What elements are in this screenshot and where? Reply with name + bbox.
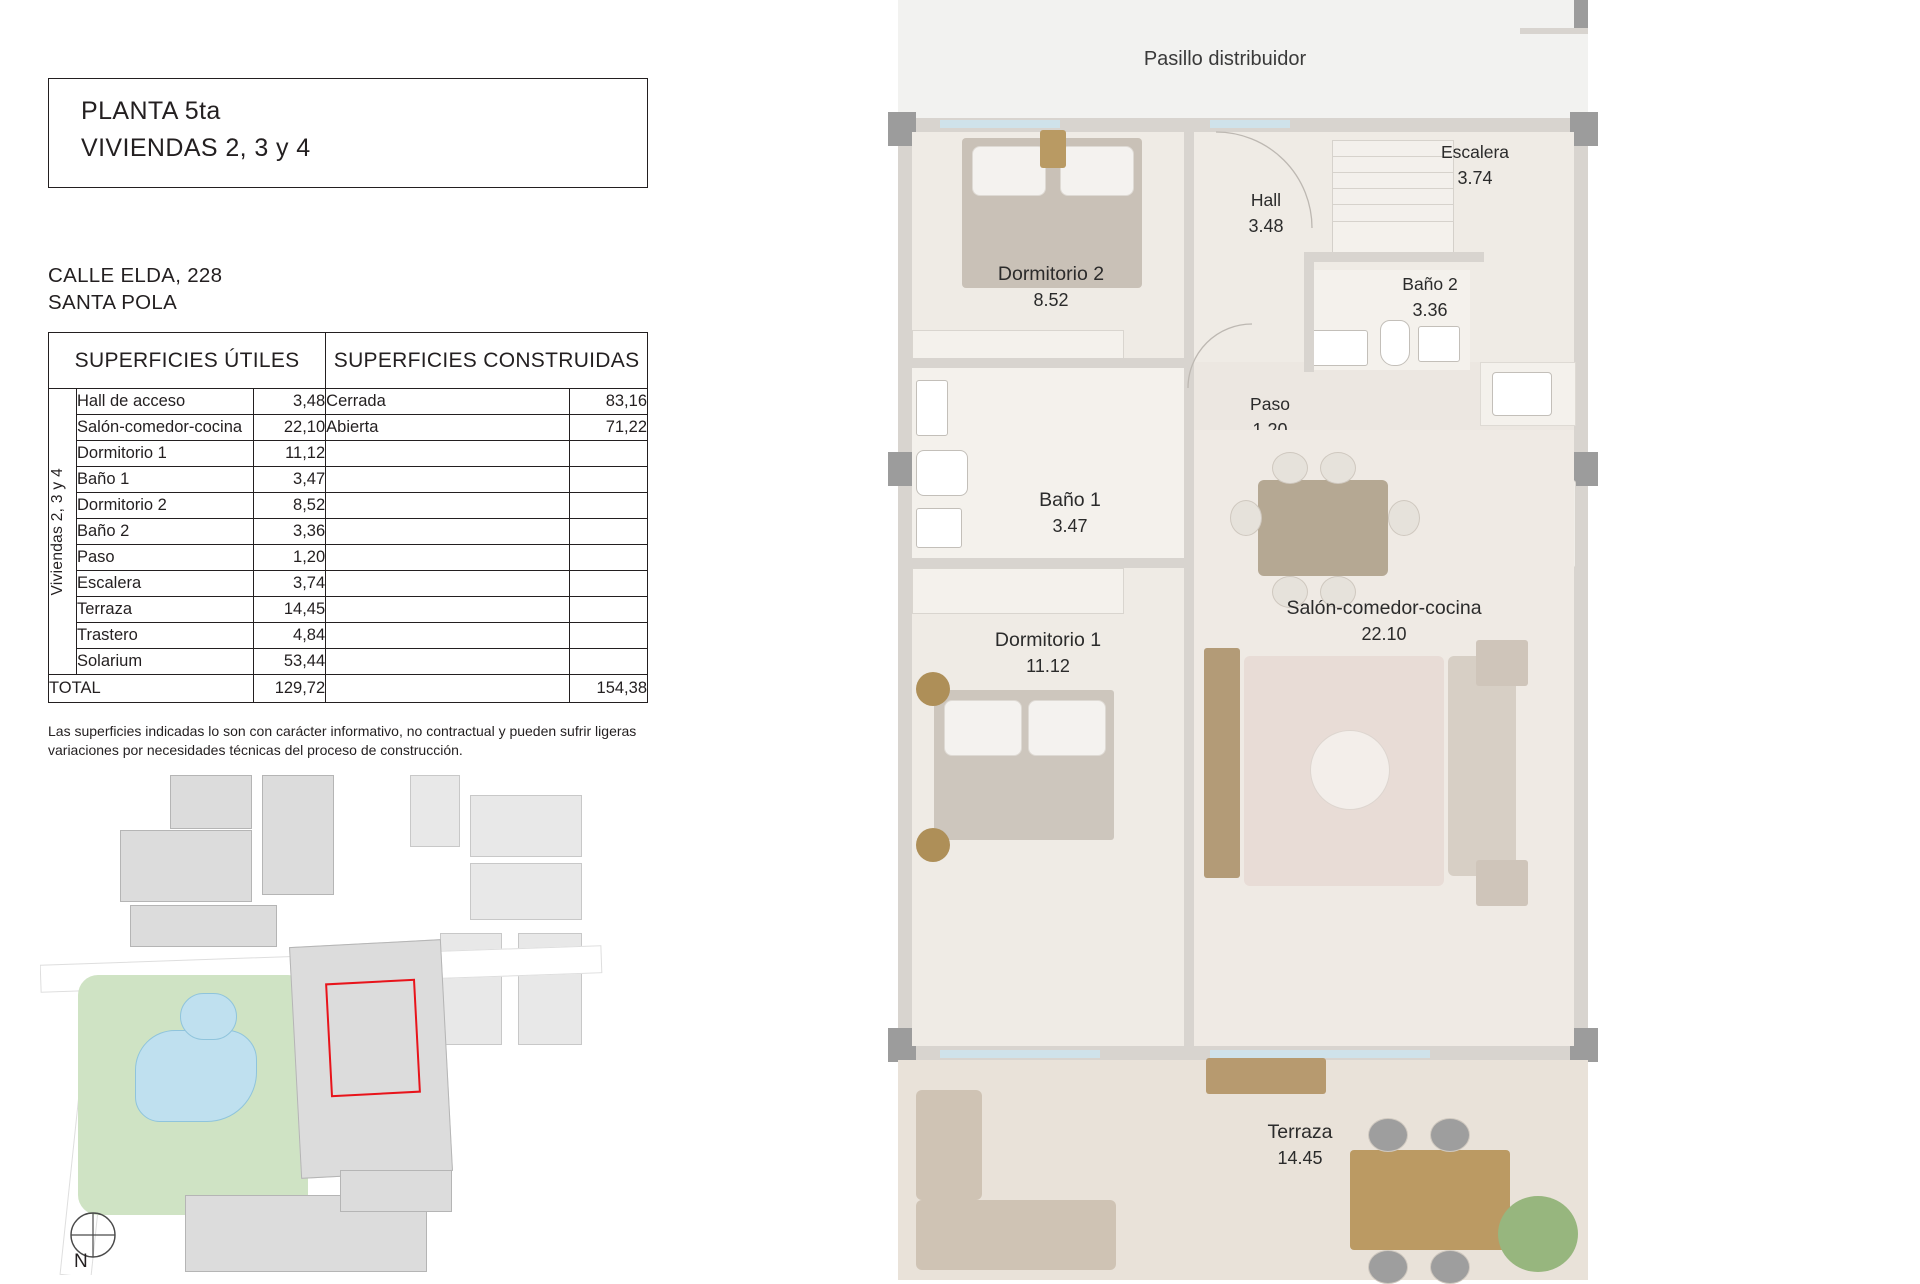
cushion <box>1476 640 1528 686</box>
pillow <box>944 700 1022 756</box>
room-area: 3.36 <box>1412 300 1448 320</box>
site-plan <box>40 775 610 1275</box>
wall-interior <box>1184 548 1194 1048</box>
terrace-chair <box>1430 1118 1470 1152</box>
address-block <box>48 262 222 316</box>
built-label-empty <box>326 545 570 571</box>
row-value: 1,20 <box>254 545 326 571</box>
terrace-sofa <box>916 1200 1116 1270</box>
row-label: Solarium <box>77 649 254 675</box>
header-construidas: SUPERFICIES CONSTRUIDAS <box>326 333 648 389</box>
row-value: 3,48 <box>254 389 326 415</box>
terrace-sofa <box>916 1090 982 1200</box>
site-building <box>170 775 252 829</box>
row-value: 8,52 <box>254 493 326 519</box>
site-building <box>340 1170 452 1212</box>
title-box <box>48 78 648 188</box>
dining-chair <box>1230 500 1262 536</box>
built-label-empty <box>326 649 570 675</box>
surface-table <box>48 332 648 703</box>
pillow <box>1028 700 1106 756</box>
floor-plan <box>880 0 1620 1280</box>
shower-fixture <box>916 380 948 436</box>
row-value: 3,47 <box>254 467 326 493</box>
sink-fixture <box>1492 372 1552 416</box>
terrace-chair <box>1368 1250 1408 1284</box>
built-value-empty <box>570 571 648 597</box>
plan-units-title: VIVIENDAS 2, 3 y 4 <box>81 134 311 162</box>
built-value-empty <box>570 441 648 467</box>
built-label-empty <box>326 519 570 545</box>
side-label-cell <box>49 389 77 675</box>
wall-interior <box>912 358 1194 368</box>
dining-chair <box>1320 452 1356 484</box>
built-label-empty <box>326 467 570 493</box>
terrace-chair <box>1368 1118 1408 1152</box>
row-label: Trastero <box>77 623 254 649</box>
built-label-empty <box>326 623 570 649</box>
built-value-empty <box>570 597 648 623</box>
nightstand <box>1040 130 1066 168</box>
lamp-icon <box>916 828 950 862</box>
table-row <box>49 441 648 467</box>
header-utiles: SUPERFICIES ÚTILES <box>49 333 326 389</box>
wall-segment <box>1574 0 1588 30</box>
built-label-empty <box>326 571 570 597</box>
terrace-table <box>1350 1150 1510 1250</box>
built-label-empty <box>326 493 570 519</box>
side-label: Viviendas 2, 3 y 4 <box>49 467 66 596</box>
row-label: Paso <box>77 545 254 571</box>
table-row <box>49 493 648 519</box>
table-row <box>49 519 648 545</box>
built-value: 83,16 <box>570 389 648 415</box>
room-name: Salón-comedor-cocina <box>1286 597 1482 619</box>
built-value: 71,22 <box>570 415 648 441</box>
terrace-planter <box>1206 1058 1326 1094</box>
bidet-fixture <box>1418 326 1460 362</box>
toilet-fixture <box>1380 320 1410 366</box>
site-pool <box>135 1030 257 1122</box>
room-area: 11.12 <box>1026 656 1070 676</box>
compass-north-label: N <box>74 1251 88 1272</box>
compass-rose <box>58 1205 128 1275</box>
room-name: Dormitorio 2 <box>997 263 1105 285</box>
disclaimer-text: Las superficies indicadas lo son con carácter informativo, no contractual y pueden sufrir ligeras variaciones por necesidades técnicas del proceso de construcción. <box>48 723 637 758</box>
row-value: 4,84 <box>254 623 326 649</box>
label-escalera <box>1380 140 1570 191</box>
room-name: Paso <box>1250 394 1290 414</box>
highlighted-unit-marker <box>325 979 421 1098</box>
row-label: Escalera <box>77 571 254 597</box>
room-name: Hall <box>1250 190 1282 210</box>
site-block <box>470 795 582 857</box>
stair-step <box>1332 204 1454 222</box>
room-name: Baño 1 <box>1039 489 1101 511</box>
table-row <box>49 623 648 649</box>
wall-interior <box>1304 252 1484 262</box>
window <box>940 1050 1100 1058</box>
address-street: CALLE ELDA, 228 <box>48 264 223 287</box>
table-row <box>49 597 648 623</box>
door-swing-icon <box>1212 128 1322 228</box>
closet <box>912 568 1124 614</box>
built-value-empty <box>570 519 648 545</box>
room-area: 3.47 <box>1052 516 1088 536</box>
toilet-fixture <box>916 450 968 496</box>
row-value: 11,12 <box>254 441 326 467</box>
built-value-empty <box>570 545 648 571</box>
built-value-empty <box>570 623 648 649</box>
coffee-table <box>1310 730 1390 810</box>
column <box>1570 1028 1598 1062</box>
table-row <box>49 571 648 597</box>
total-label: TOTAL <box>49 675 254 703</box>
wall-interior <box>1304 252 1314 372</box>
site-block <box>470 863 582 920</box>
info-panel <box>0 0 700 1280</box>
room-name: Terraza <box>1267 1121 1333 1143</box>
built-label-empty <box>326 441 570 467</box>
wall-interior <box>1184 368 1194 548</box>
table-header-row <box>49 333 648 389</box>
dining-chair <box>1388 500 1420 536</box>
lamp-icon <box>916 672 950 706</box>
built-label: Abierta <box>326 415 570 441</box>
room-area: 8.52 <box>1033 290 1069 310</box>
label-dormitorio-1 <box>912 628 1184 679</box>
built-value-empty <box>570 493 648 519</box>
wall-interior <box>912 558 1194 568</box>
row-value: 14,45 <box>254 597 326 623</box>
row-label: Hall de acceso <box>77 389 254 415</box>
row-label: Salón-comedor-cocina <box>77 415 254 441</box>
plan-floor-title: PLANTA 5ta <box>81 97 221 125</box>
room-name: Baño 2 <box>1402 274 1458 294</box>
row-label: Dormitorio 1 <box>77 441 254 467</box>
cushion <box>1476 860 1528 906</box>
site-building <box>262 775 334 895</box>
site-pool <box>180 993 237 1040</box>
window <box>940 120 1060 128</box>
corridor-label: Pasillo distribuidor <box>1143 48 1307 70</box>
built-label: Cerrada <box>326 389 570 415</box>
column <box>1570 112 1598 146</box>
room-area: 3.48 <box>1248 216 1284 236</box>
window <box>1210 1050 1430 1058</box>
total-construidas: 154,38 <box>570 675 648 703</box>
row-label: Terraza <box>77 597 254 623</box>
site-building <box>130 905 277 947</box>
sink-fixture <box>916 508 962 548</box>
label-dormitorio-2 <box>912 262 1190 313</box>
row-value: 22,10 <box>254 415 326 441</box>
row-value: 3,74 <box>254 571 326 597</box>
plant-icon <box>1498 1196 1578 1272</box>
room-area: 3.74 <box>1457 168 1493 188</box>
site-block <box>410 775 460 847</box>
table-row <box>49 649 648 675</box>
wall-segment <box>1520 28 1588 34</box>
table-row <box>49 467 648 493</box>
table-row <box>49 415 648 441</box>
table-total-row <box>49 675 648 703</box>
wall-left <box>898 118 912 1178</box>
table-row <box>49 545 648 571</box>
room-area: 22.10 <box>1361 624 1407 644</box>
label-bano-1 <box>980 488 1160 539</box>
built-label-empty <box>326 597 570 623</box>
room-name: Dormitorio 1 <box>994 629 1102 651</box>
window <box>1210 120 1290 128</box>
total-spacer <box>326 675 570 703</box>
terrace-chair <box>1430 1250 1470 1284</box>
address-city: SANTA POLA <box>48 291 178 314</box>
row-value: 3,36 <box>254 519 326 545</box>
table-row <box>49 389 648 415</box>
compass-icon <box>58 1205 128 1275</box>
built-value-empty <box>570 467 648 493</box>
door-swing-icon <box>1186 322 1256 390</box>
dining-chair <box>1272 452 1308 484</box>
room-area: 14.45 <box>1277 1148 1323 1168</box>
wall-right <box>1574 118 1588 1178</box>
pillow <box>1060 146 1134 196</box>
total-utiles: 129,72 <box>254 675 326 703</box>
label-bano-2 <box>1330 272 1530 323</box>
built-value-empty <box>570 649 648 675</box>
site-building <box>120 830 252 902</box>
row-label: Baño 2 <box>77 519 254 545</box>
pillow <box>972 146 1046 196</box>
sofa <box>1448 656 1516 876</box>
row-label: Dormitorio 2 <box>77 493 254 519</box>
row-label: Baño 1 <box>77 467 254 493</box>
row-value: 53,44 <box>254 649 326 675</box>
room-name: Escalera <box>1440 142 1510 162</box>
dining-table <box>1258 480 1388 576</box>
tv-console <box>1204 648 1240 878</box>
sink-fixture <box>1310 330 1368 366</box>
